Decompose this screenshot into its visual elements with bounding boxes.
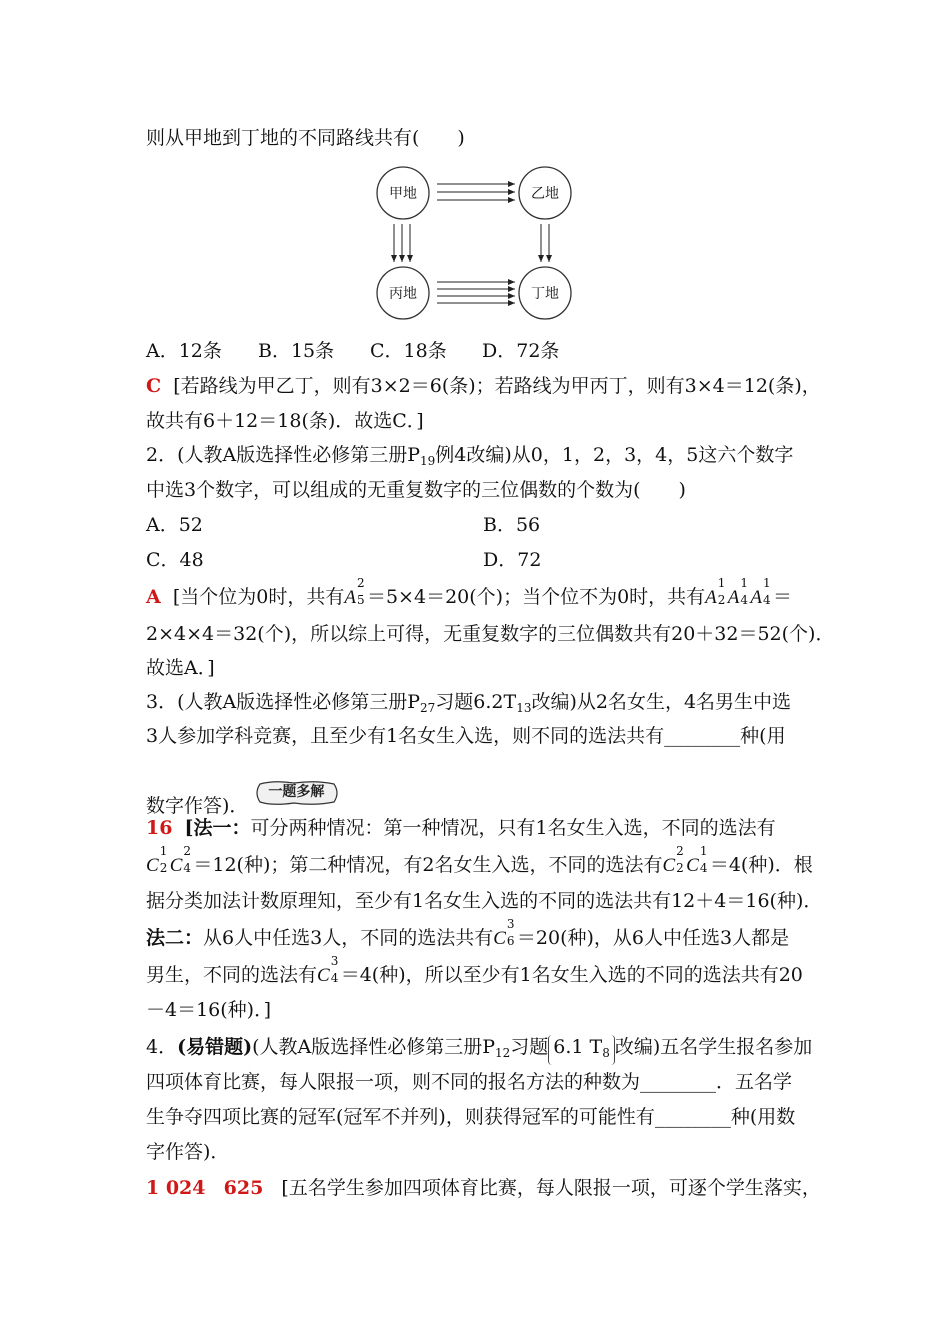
q1-answer: C	[146, 375, 162, 397]
q3-solution-line3: 据分类加法计数原理知，至少有1名女生入选的不同的选法共有12＋4＝16(种)．	[146, 890, 823, 912]
label-yi: 乙地	[531, 186, 559, 202]
q3-stem-line1: 3．(人教A版选择性必修第三册$P_{27}$习题$6.2T_{13}$改编)从2名女生，4名男生中选	[146, 691, 792, 715]
q2-stem-line2: 中选3个数字，可以组成的无重复数字的三位偶数的个数为( )	[146, 479, 686, 501]
q1-option-d: D．72条	[482, 340, 560, 362]
q3-solution-line4: 法二：从6人中任选3人，不同的选法共有C 3 6 ＝20(种)，从6人中任选3人都是	[146, 917, 790, 949]
q1-option-a: A．12条	[146, 340, 222, 362]
q2-option-d: D．72	[483, 549, 542, 571]
q3-stem-line3: 数字作答)． 一题多解	[146, 780, 340, 818]
q4-solution-line1: 1 024 625 [五名学生参加四项体育比赛，每人限报一项，可逐个学生落实，	[146, 1177, 821, 1199]
q2-option-c: C．48	[146, 549, 204, 571]
q4-stem-line2: 四项体育比赛，每人限报一项，则不同的报名方法的种数为________．五名学	[146, 1071, 793, 1093]
q3-solution-line1: 16 [法一：可分两种情况：第一种情况，只有1名女生入选，不同的选法有	[146, 817, 776, 839]
q1-stem: 则从甲地到丁地的不同路线共有( )	[146, 127, 465, 149]
q4-answer-1: 1 024	[146, 1177, 206, 1199]
q1-solution-line1: C [若路线为甲乙丁，则有3×2＝6(条)；若路线为甲丙丁，则有3×4＝12(条)，	[146, 375, 821, 397]
q3-solution-line5: 男生，不同的选法有C 3 4 ＝4(种)，所以至少有1名女生入选的不同的选法共有20	[146, 954, 803, 986]
q2-solution-line2: 2×4×4＝32(个)，所以综上可得，无重复数字的三位偶数共有20＋32＝52(个)．	[146, 623, 835, 645]
q2-option-a: A．52	[146, 514, 203, 536]
q1-option-c: C．18条	[370, 340, 447, 362]
q4-stem-line4: 字作答)．	[146, 1141, 230, 1163]
label-ding: 丁地	[531, 286, 559, 302]
q3-solution-line2: C 1 2 C 2 4 ＝12(种)；第二种情况，有2名女生入选，不同的选法有C 2 2 C 1 4 ＝4(种)．根	[146, 844, 813, 876]
q2-stem-line1: 2．(人教A版选择性必修第三册$P_{19}$例4改编)从0，1，2，3，4，5这六个数字	[146, 444, 794, 468]
q2-solution-line1: A [当个位为0时，共有A 2 5 ＝5×4＝20(个)；当个位不为0时，共有A 1 2 A 1 4 A 1 4 ＝	[146, 576, 793, 608]
label-jia: 甲地	[389, 186, 417, 202]
multi-solution-badge: 一题多解	[254, 780, 340, 806]
q2-options-row2	[146, 548, 542, 572]
q2-solution-line3: 故选A．]	[146, 657, 215, 679]
q2-options-row1	[146, 513, 541, 537]
q4-answer-2: 625	[223, 1177, 264, 1199]
q3-solution-line6: －4＝16(种)．]	[146, 999, 272, 1021]
route-diagram	[370, 160, 590, 320]
label-bing: 丙地	[389, 286, 417, 302]
q1-solution-line2: 故共有6＋12＝18(条)．故选C．]	[146, 410, 424, 432]
q4-stem-line3: 生争夺四项比赛的冠军(冠军不并列)，则获得冠军的可能性有________种(用数	[146, 1106, 796, 1128]
q4-stem-line1: 4．(易错题)(人教A版选择性必修第三册$P_{12}$习题 6.1 $T_8$ 改编)五名学生报名参加	[146, 1035, 812, 1065]
q3-stem-line2: 3人参加学科竞赛，且至少有1名女生入选，则不同的选法共有________种(用	[146, 725, 786, 747]
q1-option-b: B．15条	[258, 340, 335, 362]
q2-option-b: B．56	[483, 514, 541, 536]
q2-answer: A	[146, 586, 161, 608]
q3-answer: 16	[146, 817, 173, 839]
